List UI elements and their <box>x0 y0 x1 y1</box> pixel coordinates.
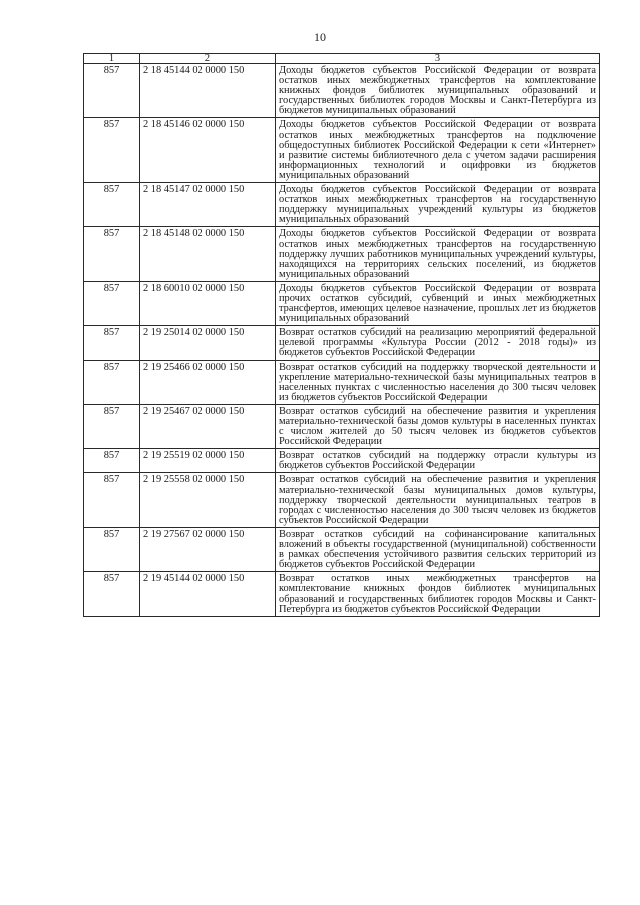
table-row <box>84 326 600 360</box>
admin-code-cell: 857 <box>84 449 140 473</box>
budget-code-cell: 2 19 27567 02 0000 150 <box>140 527 276 571</box>
description-cell: Возврат остатков субсидий на реализацию мероприятий федеральной целевой программы «Культура России (2012 - 2018 годы)» из бюджетов субъектов Российской Федерации <box>276 326 600 360</box>
admin-code-cell: 857 <box>84 404 140 448</box>
budget-code-cell: 2 19 25467 02 0000 150 <box>140 404 276 448</box>
table-row <box>84 473 600 527</box>
admin-code-cell: 857 <box>84 118 140 183</box>
description-cell: Возврат остатков субсидий на поддержку творческой деятельности и укрепление материально-технической базы муниципальных театров в населенных пунктах с численностью населения до 300 тысяч человек из бюджетов субъектов Российской Федерации <box>276 360 600 404</box>
budget-code-cell: 2 18 60010 02 0000 150 <box>140 281 276 325</box>
description-cell: Доходы бюджетов субъектов Российской Федерации от возврата прочих остатков субсидий, субвенций и иных межбюджетных трансфертов, имеющих целевое назначение, прошлых лет из бюджетов муниципальных образований <box>276 281 600 325</box>
admin-code-cell: 857 <box>84 64 140 118</box>
description-cell: Возврат остатков субсидий на обеспечение развития и укрепления материально-технической базы муниципальных домов культуры, поддержку творческой деятельности муниципальных театров в городах с численностью населения до 300 тысяч человек из бюджетов субъектов Российской Федерации <box>276 473 600 527</box>
table-row <box>84 404 600 448</box>
admin-code-cell: 857 <box>84 572 140 616</box>
table-row <box>84 360 600 404</box>
page-number: 10 <box>314 30 326 44</box>
budget-code-cell: 2 19 25558 02 0000 150 <box>140 473 276 527</box>
column-header-1: 1 <box>84 54 140 64</box>
description-cell: Возврат остатков субсидий на поддержку отрасли культуры из бюджетов субъектов Российской Федерации <box>276 449 600 473</box>
column-header-2: 2 <box>140 54 276 64</box>
table-header-row <box>84 54 600 64</box>
budget-code-table <box>83 53 600 617</box>
admin-code-cell: 857 <box>84 360 140 404</box>
description-cell: Доходы бюджетов субъектов Российской Федерации от возврата остатков иных межбюджетных трансфертов на государственную поддержку лучших работников муниципальных учреждений культуры, находящихся на территориях сельских поселений, из бюджетов муниципальных образований <box>276 227 600 281</box>
table-row <box>84 527 600 571</box>
admin-code-cell: 857 <box>84 527 140 571</box>
table-row <box>84 118 600 183</box>
table-row <box>84 183 600 227</box>
table-row <box>84 449 600 473</box>
table-row <box>84 227 600 281</box>
description-cell: Возврат остатков субсидий на софинансирование капитальных вложений в объекты государственной (муниципальной) собственности в рамках обеспечения устойчивого развития сельских территорий из бюджетов субъектов Российской Федерации <box>276 527 600 571</box>
table-row <box>84 572 600 616</box>
budget-code-cell: 2 19 25014 02 0000 150 <box>140 326 276 360</box>
description-cell: Возврат остатков субсидий на обеспечение развития и укрепления материально-технической базы домов культуры в населенных пунктах с числом жителей до 50 тысяч человек из бюджетов субъектов Российской Федерации <box>276 404 600 448</box>
description-cell: Доходы бюджетов субъектов Российской Федерации от возврата остатков иных межбюджетных трансфертов на комплектование книжных фондов библиотек муниципальных образований и государственных библиотек городов Москвы и Санкт-Петербурга из бюджетов муниципальных образований <box>276 64 600 118</box>
description-cell: Доходы бюджетов субъектов Российской Федерации от возврата остатков иных межбюджетных трансфертов на государственную поддержку муниципальных учреждений культуры из бюджетов муниципальных образований <box>276 183 600 227</box>
table-row <box>84 64 600 118</box>
budget-code-cell: 2 19 25519 02 0000 150 <box>140 449 276 473</box>
table-row <box>84 281 600 325</box>
budget-code-cell: 2 19 25466 02 0000 150 <box>140 360 276 404</box>
admin-code-cell: 857 <box>84 227 140 281</box>
admin-code-cell: 857 <box>84 473 140 527</box>
description-cell: Доходы бюджетов субъектов Российской Федерации от возврата остатков иных межбюджетных трансфертов на подключение общедоступных библиотек Российской Федерации к сети «Интернет» и развитие системы библиотечного дела с учетом задачи расширения информационных технологий и оцифровки из бюджетов муниципальных образований <box>276 118 600 183</box>
column-header-3: 3 <box>276 54 600 64</box>
admin-code-cell: 857 <box>84 183 140 227</box>
admin-code-cell: 857 <box>84 281 140 325</box>
budget-code-cell: 2 19 45144 02 0000 150 <box>140 572 276 616</box>
budget-code-cell: 2 18 45148 02 0000 150 <box>140 227 276 281</box>
admin-code-cell: 857 <box>84 326 140 360</box>
description-cell: Возврат остатков иных межбюджетных трансфертов на комплектование книжных фондов библиотек муниципальных образований и государственных библиотек городов Москвы и Санкт-Петербурга из бюджетов субъектов Российской Федерации <box>276 572 600 616</box>
budget-code-cell: 2 18 45147 02 0000 150 <box>140 183 276 227</box>
budget-code-cell: 2 18 45144 02 0000 150 <box>140 64 276 118</box>
budget-code-cell: 2 18 45146 02 0000 150 <box>140 118 276 183</box>
